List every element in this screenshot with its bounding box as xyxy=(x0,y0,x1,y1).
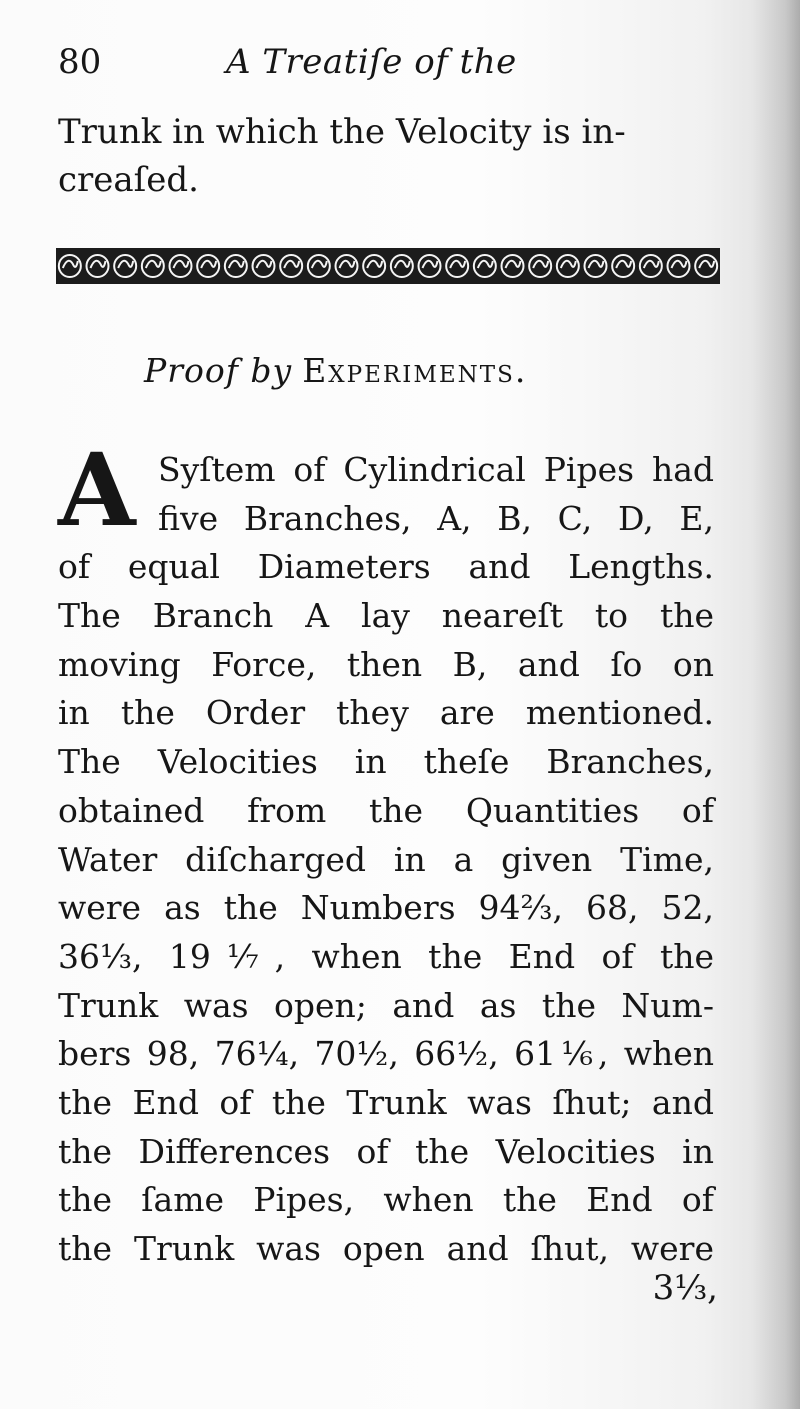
page-edge-shadow xyxy=(752,0,800,1409)
body-line: Water diſcharged in a given Time, xyxy=(58,839,714,879)
body-line: bers 98, 76¼, 70½, 66½, 61⅙, when xyxy=(58,1034,714,1074)
body-line: moving Force, then B, and ſo on xyxy=(58,644,714,684)
body-line: the ſame Pipes, when the End of xyxy=(58,1180,714,1220)
section-heading xyxy=(144,348,527,394)
body-line: Trunk was open; and as the Num- xyxy=(58,985,714,1025)
body-paragraph xyxy=(58,446,714,1274)
body-line: Syſtem of Cylindrical Pipes had xyxy=(158,450,714,489)
body-line: obtained from the Quantities of xyxy=(58,790,714,830)
body-line: The Velocities in theſe Branches, xyxy=(58,742,714,782)
body-line: The Branch A lay neareſt to the xyxy=(58,596,714,636)
catchword: 3⅓, xyxy=(652,1268,718,1308)
body-line: in the Order they are mentioned. xyxy=(58,693,714,733)
running-title: A Treatiſe of the xyxy=(226,42,517,82)
section-heading-italic: Proof by xyxy=(144,351,293,390)
body-line: the End of the Trunk was ſhut; and xyxy=(58,1082,714,1122)
body-line: the Trunk was open and ſhut, were xyxy=(58,1229,714,1268)
ornament-band xyxy=(56,247,720,285)
body-line: 36⅓, 19⅐, when the End of the xyxy=(58,936,714,976)
carry-over-text: Trunk in which the Velocity is in- creaſed. xyxy=(58,112,626,200)
body-line: of equal Diameters and Lengths. xyxy=(58,547,714,587)
body-line: were as the Numbers 94⅔, 68, 52, xyxy=(58,888,714,928)
section-heading-caps: Experiments. xyxy=(302,351,528,390)
body-line: the Differences of the Velocities in xyxy=(58,1131,714,1171)
drop-cap: A xyxy=(58,431,136,549)
page-number: 80 xyxy=(58,42,102,82)
running-header xyxy=(58,36,578,88)
body-line: five Branches, A, B, C, D, E, xyxy=(158,498,714,538)
